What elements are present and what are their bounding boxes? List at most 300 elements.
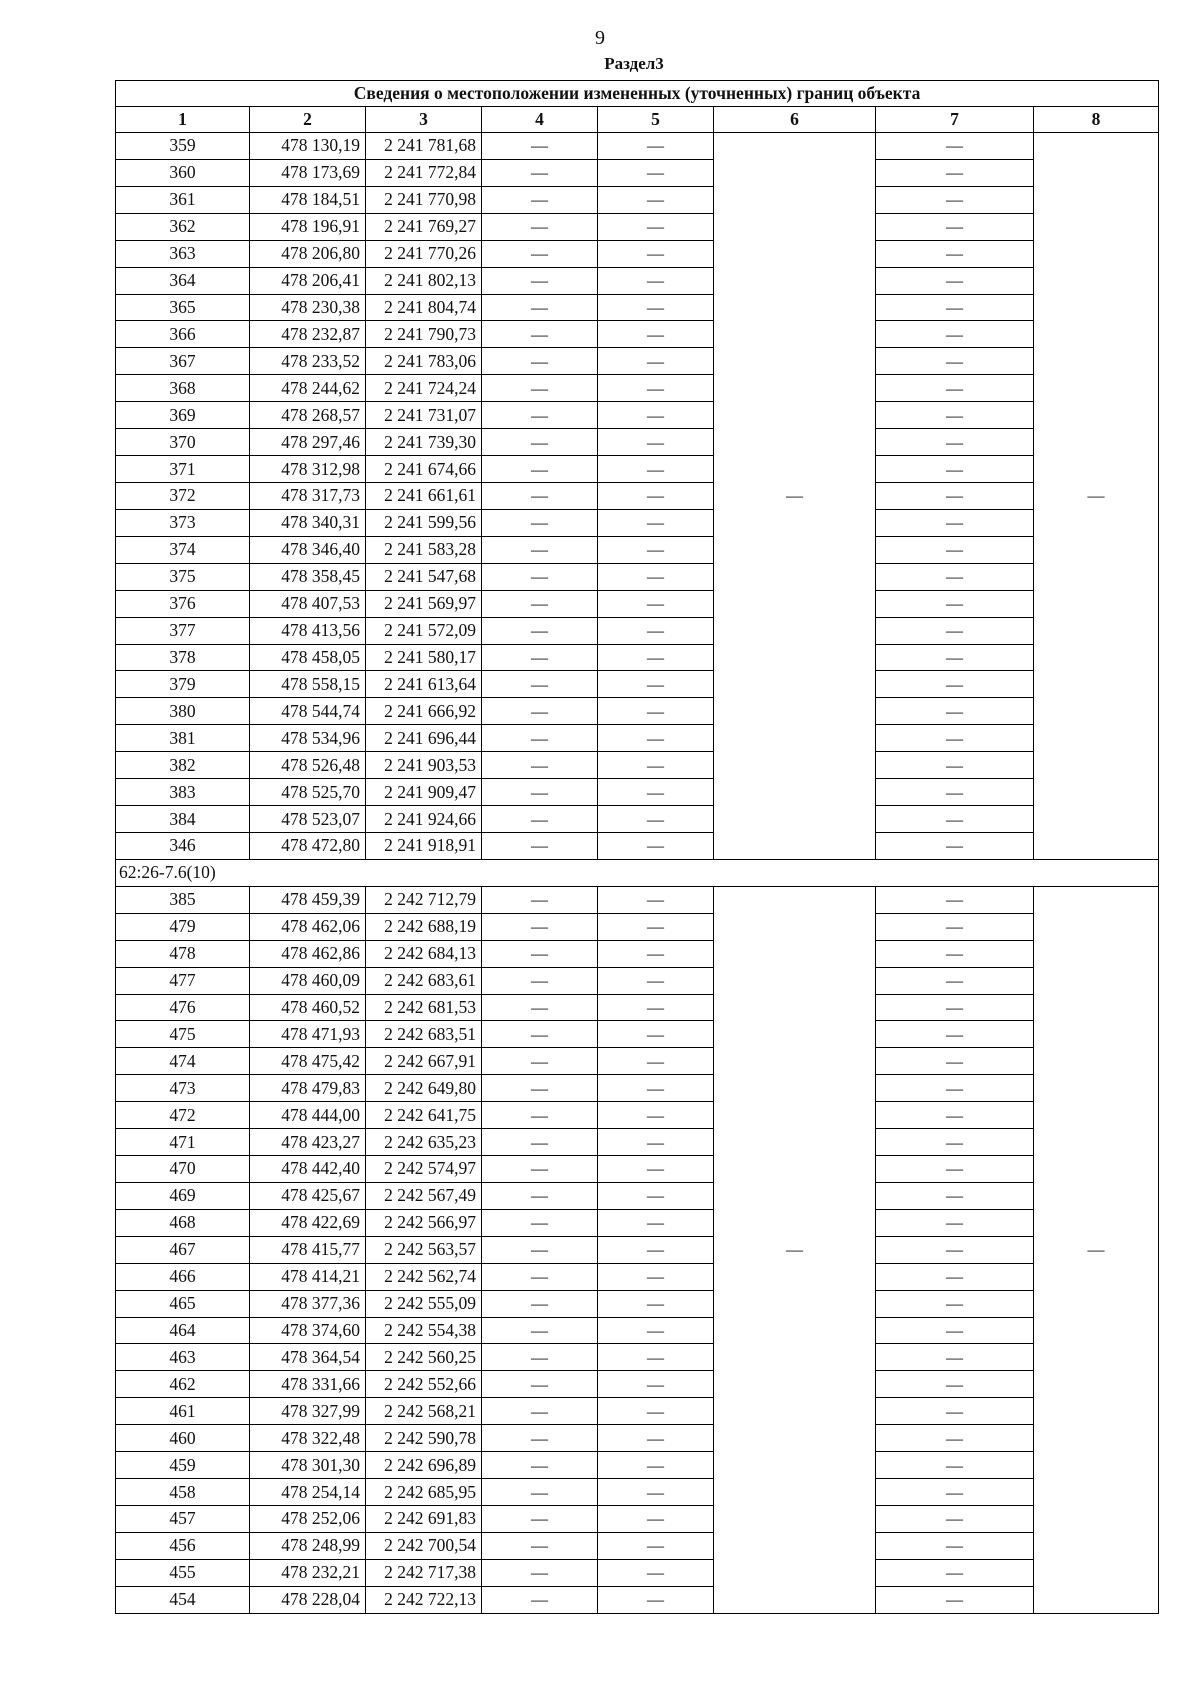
point-number: 364 xyxy=(116,267,250,294)
coordinate-x: 478 425,67 xyxy=(250,1182,366,1209)
coordinate-x: 478 462,86 xyxy=(250,940,366,967)
coordinate-x: 478 252,06 xyxy=(250,1506,366,1533)
empty-dash: — xyxy=(876,1182,1034,1209)
coordinate-y: 2 242 590,78 xyxy=(366,1425,482,1452)
point-number: 359 xyxy=(116,133,250,160)
table-row xyxy=(116,1452,1159,1479)
table-title: Сведения о местоположении измененных (уточненных) границ объекта xyxy=(116,81,1159,107)
empty-dash: — xyxy=(876,590,1034,617)
group-label-row xyxy=(116,859,1159,886)
column-header: 5 xyxy=(598,107,714,133)
empty-dash: — xyxy=(598,213,714,240)
table-row xyxy=(116,482,1159,509)
coordinate-x: 478 444,00 xyxy=(250,1102,366,1129)
empty-dash: — xyxy=(876,563,1034,590)
coordinate-x: 478 460,09 xyxy=(250,967,366,994)
empty-dash: — xyxy=(482,348,598,375)
point-number: 458 xyxy=(116,1479,250,1506)
empty-dash: — xyxy=(598,1506,714,1533)
empty-dash: — xyxy=(482,913,598,940)
point-number: 477 xyxy=(116,967,250,994)
point-number: 377 xyxy=(116,617,250,644)
boundary-coordinates-table xyxy=(115,80,1159,1614)
point-number: 454 xyxy=(116,1586,250,1613)
table-row xyxy=(116,1156,1159,1183)
coordinate-x: 478 358,45 xyxy=(250,563,366,590)
empty-dash: — xyxy=(876,779,1034,806)
table-row xyxy=(116,1506,1159,1533)
coordinate-x: 478 423,27 xyxy=(250,1129,366,1156)
empty-dash: — xyxy=(482,240,598,267)
column-header: 6 xyxy=(714,107,876,133)
empty-dash: — xyxy=(598,698,714,725)
point-number: 455 xyxy=(116,1559,250,1586)
empty-dash: — xyxy=(876,536,1034,563)
table-row xyxy=(116,348,1159,375)
empty-dash: — xyxy=(876,375,1034,402)
empty-dash: — xyxy=(598,1075,714,1102)
coordinate-x: 478 340,31 xyxy=(250,509,366,536)
table-row xyxy=(116,1182,1159,1209)
point-number: 462 xyxy=(116,1371,250,1398)
coordinate-y: 2 241 918,91 xyxy=(366,832,482,859)
point-number: 476 xyxy=(116,994,250,1021)
empty-dash: — xyxy=(482,671,598,698)
table-row xyxy=(116,671,1159,698)
empty-dash: — xyxy=(876,1156,1034,1183)
empty-dash: — xyxy=(876,482,1034,509)
empty-dash: — xyxy=(598,940,714,967)
empty-dash: — xyxy=(598,1317,714,1344)
table-row xyxy=(116,832,1159,859)
coordinate-x: 478 331,66 xyxy=(250,1371,366,1398)
empty-dash: — xyxy=(598,671,714,698)
empty-dash: — xyxy=(598,779,714,806)
empty-dash: — xyxy=(876,1290,1034,1317)
point-number: 371 xyxy=(116,456,250,483)
point-number: 456 xyxy=(116,1532,250,1559)
empty-dash: — xyxy=(482,1290,598,1317)
coordinate-x: 478 206,41 xyxy=(250,267,366,294)
point-number: 463 xyxy=(116,1344,250,1371)
coordinate-y: 2 241 770,98 xyxy=(366,186,482,213)
merged-column-6: — xyxy=(714,886,876,1613)
coordinate-x: 478 184,51 xyxy=(250,186,366,213)
empty-dash: — xyxy=(876,1048,1034,1075)
point-number: 466 xyxy=(116,1263,250,1290)
empty-dash: — xyxy=(598,1209,714,1236)
table-row xyxy=(116,240,1159,267)
coordinate-y: 2 242 683,51 xyxy=(366,1021,482,1048)
coordinate-x: 478 206,80 xyxy=(250,240,366,267)
empty-dash: — xyxy=(598,133,714,160)
empty-dash: — xyxy=(598,159,714,186)
empty-dash: — xyxy=(876,752,1034,779)
empty-dash: — xyxy=(482,1479,598,1506)
coordinate-x: 478 230,38 xyxy=(250,294,366,321)
empty-dash: — xyxy=(482,213,598,240)
table-row xyxy=(116,1479,1159,1506)
table-row xyxy=(116,644,1159,671)
coordinate-x: 478 364,54 xyxy=(250,1344,366,1371)
empty-dash: — xyxy=(482,1425,598,1452)
coordinate-x: 478 254,14 xyxy=(250,1479,366,1506)
coordinate-y: 2 242 566,97 xyxy=(366,1209,482,1236)
coordinate-y: 2 241 731,07 xyxy=(366,402,482,429)
table-row xyxy=(116,1236,1159,1263)
empty-dash: — xyxy=(482,1398,598,1425)
empty-dash: — xyxy=(876,1021,1034,1048)
empty-dash: — xyxy=(598,563,714,590)
coordinate-x: 478 415,77 xyxy=(250,1236,366,1263)
coordinate-x: 478 233,52 xyxy=(250,348,366,375)
column-header: 1 xyxy=(116,107,250,133)
coordinate-x: 478 475,42 xyxy=(250,1048,366,1075)
point-number: 380 xyxy=(116,698,250,725)
empty-dash: — xyxy=(876,321,1034,348)
coordinate-x: 478 526,48 xyxy=(250,752,366,779)
table-row xyxy=(116,913,1159,940)
empty-dash: — xyxy=(598,321,714,348)
coordinate-y: 2 241 666,92 xyxy=(366,698,482,725)
section-title: Раздел3 xyxy=(604,54,664,73)
empty-dash: — xyxy=(482,1317,598,1344)
empty-dash: — xyxy=(876,1586,1034,1613)
empty-dash: — xyxy=(482,886,598,913)
empty-dash: — xyxy=(482,1075,598,1102)
table-row xyxy=(116,429,1159,456)
coordinate-x: 478 413,56 xyxy=(250,617,366,644)
point-number: 478 xyxy=(116,940,250,967)
empty-dash: — xyxy=(876,886,1034,913)
empty-dash: — xyxy=(598,617,714,644)
empty-dash: — xyxy=(598,1021,714,1048)
empty-dash: — xyxy=(876,1236,1034,1263)
empty-dash: — xyxy=(876,133,1034,160)
table-row xyxy=(116,1209,1159,1236)
merged-column-8: — xyxy=(1034,133,1159,860)
table-row xyxy=(116,725,1159,752)
table-row xyxy=(116,1425,1159,1452)
empty-dash: — xyxy=(598,967,714,994)
coordinate-x: 478 317,73 xyxy=(250,482,366,509)
empty-dash: — xyxy=(876,509,1034,536)
column-header: 2 xyxy=(250,107,366,133)
coordinate-x: 478 471,93 xyxy=(250,1021,366,1048)
empty-dash: — xyxy=(598,1290,714,1317)
empty-dash: — xyxy=(876,1559,1034,1586)
coordinate-y: 2 242 681,53 xyxy=(366,994,482,1021)
coordinate-y: 2 242 649,80 xyxy=(366,1075,482,1102)
merged-column-6: — xyxy=(714,133,876,860)
empty-dash: — xyxy=(876,456,1034,483)
empty-dash: — xyxy=(482,940,598,967)
empty-dash: — xyxy=(876,213,1034,240)
empty-dash: — xyxy=(482,456,598,483)
empty-dash: — xyxy=(482,186,598,213)
point-number: 385 xyxy=(116,886,250,913)
table-row xyxy=(116,1317,1159,1344)
point-number: 375 xyxy=(116,563,250,590)
table-row xyxy=(116,321,1159,348)
empty-dash: — xyxy=(482,967,598,994)
empty-dash: — xyxy=(598,240,714,267)
coordinate-y: 2 241 909,47 xyxy=(366,779,482,806)
coordinate-x: 478 558,15 xyxy=(250,671,366,698)
coordinate-x: 478 462,06 xyxy=(250,913,366,940)
empty-dash: — xyxy=(482,779,598,806)
empty-dash: — xyxy=(482,1021,598,1048)
empty-dash: — xyxy=(876,1532,1034,1559)
empty-dash: — xyxy=(598,1102,714,1129)
empty-dash: — xyxy=(482,133,598,160)
empty-dash: — xyxy=(482,429,598,456)
table-row xyxy=(116,509,1159,536)
coordinate-y: 2 242 683,61 xyxy=(366,967,482,994)
empty-dash: — xyxy=(482,617,598,644)
coordinate-y: 2 241 739,30 xyxy=(366,429,482,456)
empty-dash: — xyxy=(598,725,714,752)
empty-dash: — xyxy=(876,1452,1034,1479)
table-row xyxy=(116,213,1159,240)
empty-dash: — xyxy=(482,1452,598,1479)
empty-dash: — xyxy=(598,1452,714,1479)
empty-dash: — xyxy=(598,1586,714,1613)
empty-dash: — xyxy=(482,321,598,348)
point-number: 381 xyxy=(116,725,250,752)
column-header: 7 xyxy=(876,107,1034,133)
empty-dash: — xyxy=(598,913,714,940)
table-row xyxy=(116,590,1159,617)
coordinate-y: 2 242 555,09 xyxy=(366,1290,482,1317)
empty-dash: — xyxy=(598,1236,714,1263)
coordinate-y: 2 241 661,61 xyxy=(366,482,482,509)
empty-dash: — xyxy=(598,267,714,294)
empty-dash: — xyxy=(598,832,714,859)
empty-dash: — xyxy=(598,1182,714,1209)
empty-dash: — xyxy=(482,752,598,779)
coordinate-x: 478 374,60 xyxy=(250,1317,366,1344)
table-row xyxy=(116,456,1159,483)
empty-dash: — xyxy=(876,240,1034,267)
coordinate-y: 2 242 712,79 xyxy=(366,886,482,913)
empty-dash: — xyxy=(482,806,598,833)
table-row xyxy=(116,1586,1159,1613)
empty-dash: — xyxy=(482,1532,598,1559)
point-number: 367 xyxy=(116,348,250,375)
coordinate-y: 2 241 924,66 xyxy=(366,806,482,833)
empty-dash: — xyxy=(482,1344,598,1371)
empty-dash: — xyxy=(482,1156,598,1183)
coordinate-x: 478 322,48 xyxy=(250,1425,366,1452)
empty-dash: — xyxy=(482,1263,598,1290)
empty-dash: — xyxy=(598,348,714,375)
coordinate-y: 2 242 568,21 xyxy=(366,1398,482,1425)
coordinate-y: 2 241 724,24 xyxy=(366,375,482,402)
empty-dash: — xyxy=(482,994,598,1021)
empty-dash: — xyxy=(482,1048,598,1075)
empty-dash: — xyxy=(876,1263,1034,1290)
point-number: 383 xyxy=(116,779,250,806)
coordinate-y: 2 242 560,25 xyxy=(366,1344,482,1371)
table-row xyxy=(116,1371,1159,1398)
empty-dash: — xyxy=(598,1559,714,1586)
empty-dash: — xyxy=(598,886,714,913)
page-number: 9 xyxy=(595,27,605,49)
table-row xyxy=(116,402,1159,429)
empty-dash: — xyxy=(598,1425,714,1452)
coordinate-x: 478 196,91 xyxy=(250,213,366,240)
empty-dash: — xyxy=(876,725,1034,752)
empty-dash: — xyxy=(876,698,1034,725)
coordinate-y: 2 241 804,74 xyxy=(366,294,482,321)
coordinate-y: 2 241 583,28 xyxy=(366,536,482,563)
point-number: 379 xyxy=(116,671,250,698)
empty-dash: — xyxy=(876,186,1034,213)
empty-dash: — xyxy=(482,482,598,509)
column-header: 8 xyxy=(1034,107,1159,133)
coordinate-y: 2 242 688,19 xyxy=(366,913,482,940)
table-row xyxy=(116,563,1159,590)
empty-dash: — xyxy=(598,1532,714,1559)
coordinate-x: 478 312,98 xyxy=(250,456,366,483)
coordinate-y: 2 242 641,75 xyxy=(366,1102,482,1129)
coordinate-x: 478 414,21 xyxy=(250,1263,366,1290)
empty-dash: — xyxy=(598,536,714,563)
table-row xyxy=(116,1263,1159,1290)
coordinate-x: 478 422,69 xyxy=(250,1209,366,1236)
coordinate-y: 2 241 802,13 xyxy=(366,267,482,294)
coordinate-x: 478 460,52 xyxy=(250,994,366,1021)
coordinate-y: 2 242 574,97 xyxy=(366,1156,482,1183)
coordinate-x: 478 442,40 xyxy=(250,1156,366,1183)
empty-dash: — xyxy=(876,913,1034,940)
point-number: 472 xyxy=(116,1102,250,1129)
point-number: 365 xyxy=(116,294,250,321)
empty-dash: — xyxy=(482,402,598,429)
empty-dash: — xyxy=(598,1479,714,1506)
empty-dash: — xyxy=(876,1506,1034,1533)
empty-dash: — xyxy=(598,186,714,213)
coordinate-x: 478 244,62 xyxy=(250,375,366,402)
point-number: 378 xyxy=(116,644,250,671)
empty-dash: — xyxy=(482,698,598,725)
empty-dash: — xyxy=(598,590,714,617)
point-number: 469 xyxy=(116,1182,250,1209)
empty-dash: — xyxy=(876,294,1034,321)
coordinate-y: 2 241 599,56 xyxy=(366,509,482,536)
coordinate-y: 2 242 552,66 xyxy=(366,1371,482,1398)
empty-dash: — xyxy=(876,1398,1034,1425)
coordinate-x: 478 301,30 xyxy=(250,1452,366,1479)
point-number: 460 xyxy=(116,1425,250,1452)
empty-dash: — xyxy=(598,1156,714,1183)
point-number: 457 xyxy=(116,1506,250,1533)
empty-dash: — xyxy=(482,725,598,752)
table-row xyxy=(116,994,1159,1021)
empty-dash: — xyxy=(876,429,1034,456)
table-row xyxy=(116,779,1159,806)
empty-dash: — xyxy=(876,402,1034,429)
empty-dash: — xyxy=(482,509,598,536)
coordinate-y: 2 241 580,17 xyxy=(366,644,482,671)
coordinate-y: 2 241 674,66 xyxy=(366,456,482,483)
coordinate-x: 478 232,87 xyxy=(250,321,366,348)
point-number: 362 xyxy=(116,213,250,240)
table-row xyxy=(116,698,1159,725)
coordinate-y: 2 241 569,97 xyxy=(366,590,482,617)
empty-dash: — xyxy=(482,1506,598,1533)
empty-dash: — xyxy=(482,1236,598,1263)
empty-dash: — xyxy=(482,1102,598,1129)
table-row xyxy=(116,1398,1159,1425)
empty-dash: — xyxy=(876,1425,1034,1452)
point-number: 346 xyxy=(116,832,250,859)
coordinate-x: 478 523,07 xyxy=(250,806,366,833)
table-row xyxy=(116,940,1159,967)
empty-dash: — xyxy=(598,1371,714,1398)
point-number: 467 xyxy=(116,1236,250,1263)
empty-dash: — xyxy=(482,1129,598,1156)
table-row xyxy=(116,536,1159,563)
coordinate-x: 478 327,99 xyxy=(250,1398,366,1425)
empty-dash: — xyxy=(876,1075,1034,1102)
coordinate-y: 2 242 667,91 xyxy=(366,1048,482,1075)
point-number: 474 xyxy=(116,1048,250,1075)
coordinate-x: 478 268,57 xyxy=(250,402,366,429)
table-row xyxy=(116,886,1159,913)
point-number: 468 xyxy=(116,1209,250,1236)
coordinate-x: 478 458,05 xyxy=(250,644,366,671)
table-row xyxy=(116,186,1159,213)
empty-dash: — xyxy=(598,482,714,509)
coordinate-y: 2 242 722,13 xyxy=(366,1586,482,1613)
coordinate-y: 2 242 563,57 xyxy=(366,1236,482,1263)
empty-dash: — xyxy=(876,1479,1034,1506)
empty-dash: — xyxy=(482,563,598,590)
empty-dash: — xyxy=(876,671,1034,698)
empty-dash: — xyxy=(598,456,714,483)
empty-dash: — xyxy=(598,294,714,321)
coordinate-x: 478 232,21 xyxy=(250,1559,366,1586)
coordinate-y: 2 241 783,06 xyxy=(366,348,482,375)
coordinate-y: 2 242 635,23 xyxy=(366,1129,482,1156)
coordinate-y: 2 242 696,89 xyxy=(366,1452,482,1479)
point-number: 382 xyxy=(116,752,250,779)
empty-dash: — xyxy=(482,375,598,402)
coordinate-x: 478 479,83 xyxy=(250,1075,366,1102)
column-header: 3 xyxy=(366,107,482,133)
table-row xyxy=(116,1559,1159,1586)
point-number: 373 xyxy=(116,509,250,536)
point-number: 376 xyxy=(116,590,250,617)
table-row xyxy=(116,617,1159,644)
empty-dash: — xyxy=(482,294,598,321)
point-number: 374 xyxy=(116,536,250,563)
coordinate-y: 2 241 613,64 xyxy=(366,671,482,698)
empty-dash: — xyxy=(598,1344,714,1371)
empty-dash: — xyxy=(482,832,598,859)
point-number: 370 xyxy=(116,429,250,456)
empty-dash: — xyxy=(482,536,598,563)
empty-dash: — xyxy=(876,1344,1034,1371)
point-number: 475 xyxy=(116,1021,250,1048)
table-row xyxy=(116,1290,1159,1317)
empty-dash: — xyxy=(482,159,598,186)
table-row xyxy=(116,267,1159,294)
table-row xyxy=(116,159,1159,186)
empty-dash: — xyxy=(876,1317,1034,1344)
